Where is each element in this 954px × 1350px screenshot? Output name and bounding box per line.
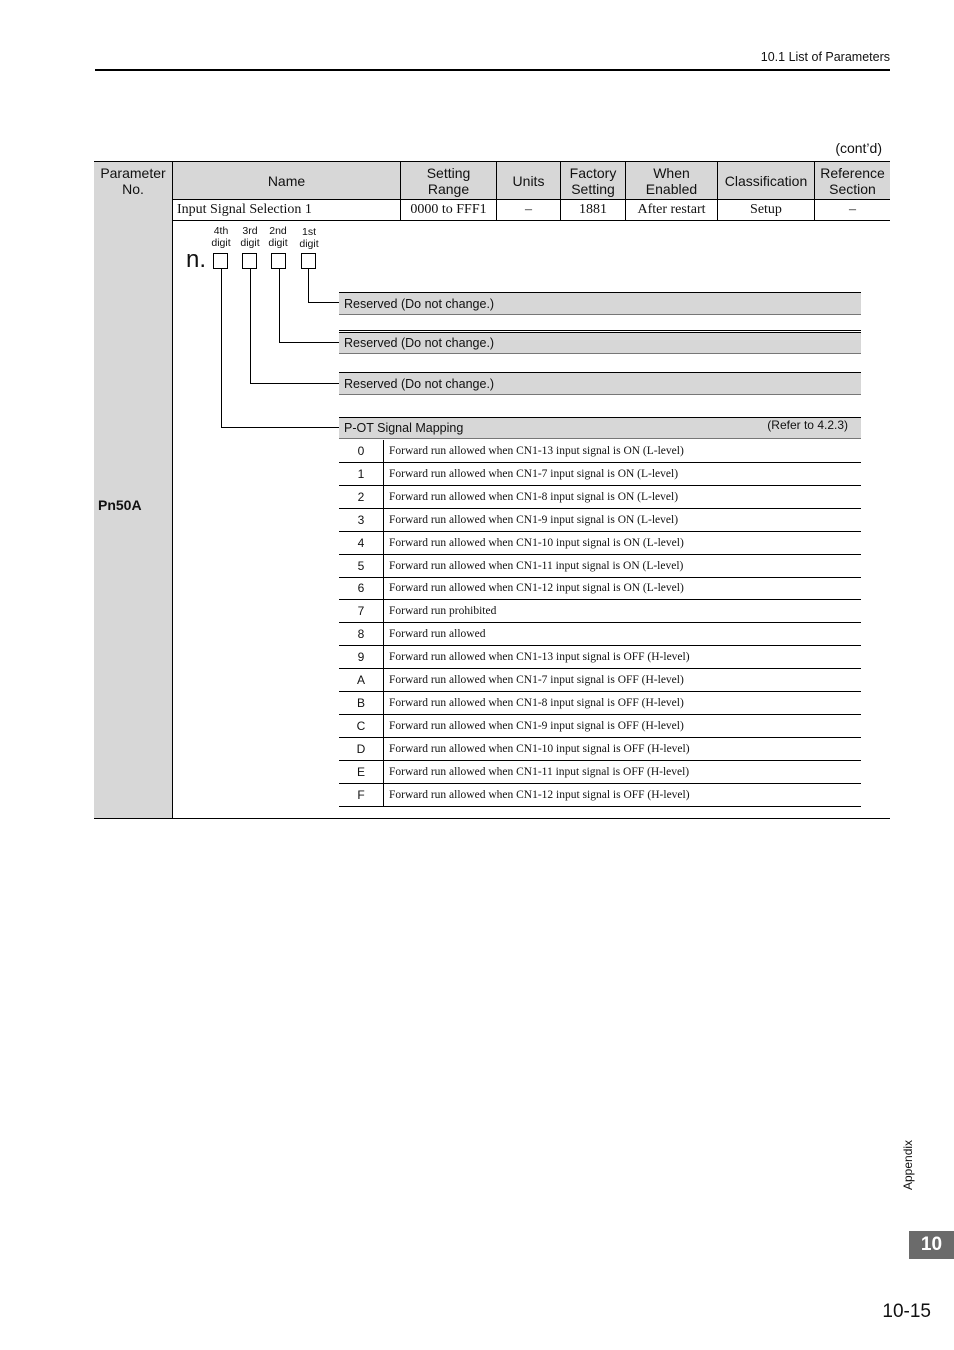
mapping-reference: (Refer to 4.2.3) <box>767 418 848 432</box>
option-code: 8 <box>339 623 384 645</box>
header-classification: Classification <box>718 162 815 199</box>
connector-2nd-vertical <box>279 269 280 343</box>
param-classification: Setup <box>718 199 815 220</box>
option-code: 0 <box>339 440 384 462</box>
param-when-enabled: After restart <box>626 199 718 220</box>
option-row <box>339 784 861 807</box>
option-code: 9 <box>339 646 384 668</box>
digit-box-3rd <box>242 253 257 269</box>
option-description: Forward run allowed when CN1-9 input signal is OFF (H-level) <box>389 719 684 732</box>
option-code: 6 <box>339 577 384 599</box>
table-bottom-rule <box>94 818 890 819</box>
mapping-bar <box>339 417 861 439</box>
digit-label-2nd: 2nd digit <box>268 225 288 249</box>
option-row <box>339 509 861 532</box>
value-row-rule <box>172 220 890 221</box>
option-row <box>339 738 861 761</box>
option-code: C <box>339 715 384 737</box>
option-description: Forward run allowed when CN1-12 input signal is ON (L-level) <box>389 582 684 595</box>
option-code: 1 <box>339 463 384 485</box>
option-row <box>339 692 861 715</box>
option-code: 7 <box>339 600 384 622</box>
reserved-label: Reserved (Do not change.) <box>344 296 495 311</box>
option-row <box>339 555 861 578</box>
table-top-rule <box>94 161 890 162</box>
param-reference: – <box>849 201 856 217</box>
option-description: Forward run allowed when CN1-11 input signal is ON (L-level) <box>389 559 684 572</box>
option-description: Forward run prohibited <box>389 605 497 618</box>
header-rule <box>95 69 890 71</box>
connector-1st-horizontal <box>308 302 339 303</box>
reserved-label: Reserved (Do not change.) <box>344 336 495 350</box>
header-units: Units <box>497 162 561 199</box>
option-code: E <box>339 761 384 783</box>
option-description: Forward run allowed when CN1-7 input signal is ON (L-level) <box>389 467 679 480</box>
parameter-column-divider <box>172 199 173 818</box>
option-row <box>339 623 861 646</box>
digit-box-2nd <box>271 253 286 269</box>
option-code: A <box>339 669 384 691</box>
reserved-bar-2nd <box>339 332 861 354</box>
option-row <box>339 577 861 600</box>
param-factory-setting: 1881 <box>561 199 626 220</box>
option-code: F <box>339 784 384 806</box>
parameter-number: Pn50A <box>98 497 142 513</box>
header-factory-setting: Factory Setting <box>561 162 626 199</box>
connector-4th-vertical <box>221 269 222 428</box>
chapter-tab: 10 <box>909 1231 954 1259</box>
option-code: 4 <box>339 532 384 554</box>
option-description: Forward run allowed when CN1-10 input signal is OFF (H-level) <box>389 742 690 755</box>
option-row <box>339 486 861 509</box>
option-description: Forward run allowed when CN1-7 input signal is OFF (H-level) <box>389 674 684 686</box>
mapping-title: P-OT Signal Mapping <box>344 421 464 435</box>
reserved-bar-3rd <box>339 372 861 395</box>
connector-2nd-horizontal <box>279 342 339 343</box>
page-number: 10-15 <box>882 1301 931 1322</box>
option-description: Forward run allowed when CN1-12 input signal is OFF (H-level) <box>389 788 690 801</box>
option-row <box>339 761 861 784</box>
digit-label-3rd: 3rd digit <box>240 225 260 249</box>
option-description: Forward run allowed when CN1-10 input signal is ON (L-level) <box>389 536 684 549</box>
option-description: Forward run allowed when CN1-8 input signal is ON (L-level) <box>389 490 679 503</box>
separator-rule <box>339 330 861 331</box>
option-row <box>339 646 861 669</box>
reserved-bar-1st <box>339 292 861 315</box>
connector-4th-horizontal <box>221 427 339 428</box>
connector-3rd-horizontal <box>250 383 339 384</box>
reserved-label: Reserved (Do not change.) <box>344 376 495 391</box>
connector-1st-vertical <box>308 269 309 303</box>
digit-label-1st: 1st digit <box>299 226 319 250</box>
option-code: 2 <box>339 486 384 508</box>
digit-box-1st <box>301 253 316 269</box>
header-setting-range: Setting Range <box>401 162 497 199</box>
param-name: Input Signal Selection 1 <box>173 199 401 220</box>
option-code: D <box>339 738 384 760</box>
header-when-enabled: When Enabled <box>626 162 718 199</box>
option-row <box>339 440 861 463</box>
digit-box-4th <box>213 253 228 269</box>
connector-3rd-vertical <box>250 269 251 384</box>
option-row <box>339 463 861 486</box>
option-description: Forward run allowed when CN1-9 input signal is ON (L-level) <box>389 513 679 526</box>
continued-label: (cont’d) <box>835 140 882 156</box>
option-row <box>339 669 861 692</box>
option-description: Forward run allowed when CN1-8 input signal is OFF (H-level) <box>389 696 684 709</box>
header-reference-section: Reference Section <box>815 162 890 199</box>
option-row <box>339 532 861 555</box>
option-description: Forward run allowed when CN1-13 input signal is ON (L-level) <box>389 445 684 457</box>
header-name: Name <box>173 162 401 199</box>
appendix-side-label: Appendix <box>901 1139 915 1190</box>
header-parameter-no: Parameter No. <box>94 162 173 199</box>
option-description: Forward run allowed when CN1-11 input signal is OFF (H-level) <box>389 765 690 778</box>
running-head: 10.1 List of Parameters <box>760 50 890 64</box>
n-prefix: n. <box>186 246 207 273</box>
option-description: Forward run allowed when CN1-13 input signal is OFF (H-level) <box>389 651 690 664</box>
option-code: B <box>339 692 384 714</box>
option-code: 3 <box>339 509 384 531</box>
option-code: 5 <box>339 555 384 577</box>
option-row <box>339 600 861 623</box>
param-setting-range: 0000 to FFF1 <box>401 199 497 220</box>
option-description: Forward run allowed <box>389 628 486 641</box>
option-row <box>339 715 861 738</box>
digit-label-4th: 4th digit <box>211 225 231 249</box>
param-units: – <box>497 199 561 220</box>
